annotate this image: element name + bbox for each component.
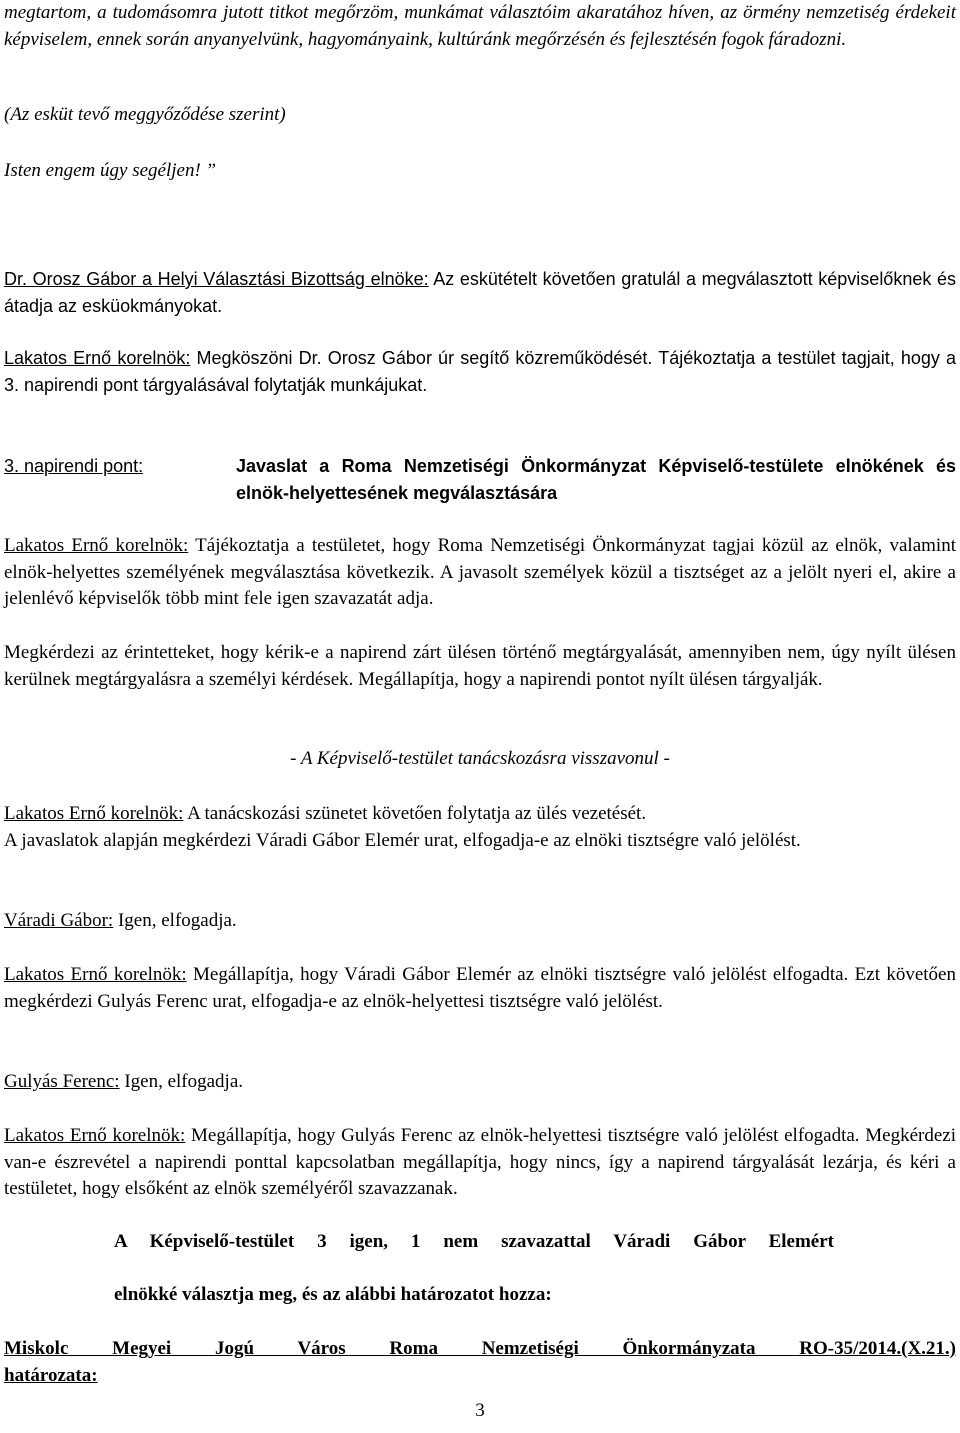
- speaker-name: Váradi Gábor:: [4, 910, 114, 931]
- paragraph-text: Megállapítja, hogy Gulyás Ferenc az elnök-helyettesi tisztségre való jelölést elfogadta. Megkérdezi van-e észrevétel a napirendi ponttal kapcsolatban megállapítja, hogy nincs, így a napirend tárgyalását lezárja, és kéri a testületet, hogy elsőként az elnök személyéről szavazzanak.: [4, 1125, 956, 1199]
- paragraph-text: Igen, elfogadja.: [113, 910, 237, 931]
- paragraph-lakatos-2b: [4, 640, 956, 693]
- paragraph-varadi: [4, 908, 956, 935]
- agenda-label: 3. napirendi pont:: [4, 456, 144, 476]
- resolution-heading: [4, 1336, 956, 1389]
- speaker-name: Lakatos Ernő korelnök:: [4, 1125, 186, 1146]
- paragraph-gulyas: [4, 1069, 956, 1096]
- paragraph-lakatos-3b: [4, 828, 956, 855]
- resolution-line-1: Miskolc Megyei Jogú Város Roma Nemzetiségi Önkormányzata RO-35/2014.(X.21.): [4, 1338, 956, 1359]
- agenda-title: Javaslat a Roma Nemzetiségi Önkormányzat Képviselő-testülete elnökének és elnök-helyettesének megválasztására: [236, 456, 956, 503]
- paragraph-text: Megkérdezi az érintetteket, hogy kérik-e a napirend zárt ülésen történő megtárgyalását, amennyiben nem, úgy nyílt ülésen kerülnek megtárgyalásra a személyi kérdések. Megállapítja, hogy a napirendi pontot nyílt ülésen tárgyalják.: [4, 642, 956, 690]
- vote-line-1: A Képviselő-testület 3 igen, 1 nem szavazattal Váradi Gábor Elemért: [114, 1231, 834, 1252]
- page-number: 3: [475, 1400, 485, 1421]
- paragraph-text: A javaslatok alapján megkérdezi Váradi Gábor Elemér urat, elfogadja-e az elnöki tisztségre való jelölést.: [4, 830, 801, 851]
- speaker-name: Dr. Orosz Gábor a Helyi Választási Bizottság elnöke:: [4, 269, 429, 289]
- speaker-name: Lakatos Ernő korelnök:: [4, 803, 184, 824]
- paragraph-orosz: [4, 266, 956, 319]
- paragraph-text: Megköszöni Dr. Orosz Gábor úr segítő közreműködését. Tájékoztatja a testület tagjait, hogy a 3. napirendi pont tárgyalásával folytatják munkájukat.: [4, 348, 957, 395]
- paragraph-text: Tájékoztatja a testületet, hogy Roma Nemzetiségi Önkormányzat tagjai közül az elnök, valamint elnök-helyettes személyének megválasztása következik. A javasolt személyek közül a tisztséget az a jelölt nyeri el, akire a jelenlévő képviselők több mint fele igen szavazatát adja.: [4, 535, 956, 609]
- agenda-item: [4, 453, 956, 506]
- oath-text: megtartom, a tudomásomra jutott titkot megőrzöm, munkámat választóim akaratához híven, az örmény nemzetiség érdekeit képviselem, ennek során anyanyelvünk, hagyományaink, kultúránk megőrzésén és fejlesztésén fogok fáradozni.: [4, 2, 956, 50]
- paragraph-text: Az eskütételt követően gratulál a megválasztott képviselőknek és átadja az esküokmányokat.: [4, 269, 956, 316]
- vote-line-2: elnökké választja meg, és az alábbi határozatot hozza:: [114, 1284, 552, 1305]
- paragraph-lakatos-2: [4, 533, 956, 613]
- paragraph-lakatos-1: [4, 345, 956, 398]
- oath-conviction: (Az esküt tevő meggyőződése szerint): [4, 104, 286, 125]
- paragraph-text: Megállapítja, hogy Váradi Gábor Elemér az elnöki tisztségre való jelölést elfogadta. Ezt követően megkérdezi Gulyás Ferenc urat, elfogadja-e az elnök-helyettesi tisztségre való jelölést.: [4, 964, 956, 1012]
- paragraph-text: Igen, elfogadja.: [119, 1071, 244, 1092]
- speaker-name: Gulyás Ferenc:: [4, 1071, 120, 1092]
- paragraph-lakatos-5: [4, 1123, 956, 1203]
- recess-note: - A Képviselő-testület tanácskozásra visszavonul -: [290, 748, 670, 769]
- oath-paragraph: [4, 0, 956, 53]
- speaker-name: Lakatos Ernő korelnök:: [4, 964, 187, 985]
- oath-closing: Isten engem úgy segéljen! ”: [4, 160, 217, 181]
- paragraph-lakatos-4: [4, 962, 956, 1015]
- speaker-name: Lakatos Ernő korelnök:: [4, 535, 189, 556]
- vote-result: [114, 1229, 834, 1309]
- paragraph-text: A tanácskozási szünetet követően folytatja az ülés vezetését.: [183, 803, 647, 824]
- paragraph-lakatos-3: [4, 801, 956, 828]
- resolution-line-2: határozata:: [4, 1364, 98, 1386]
- speaker-name: Lakatos Ernő korelnök:: [4, 348, 191, 368]
